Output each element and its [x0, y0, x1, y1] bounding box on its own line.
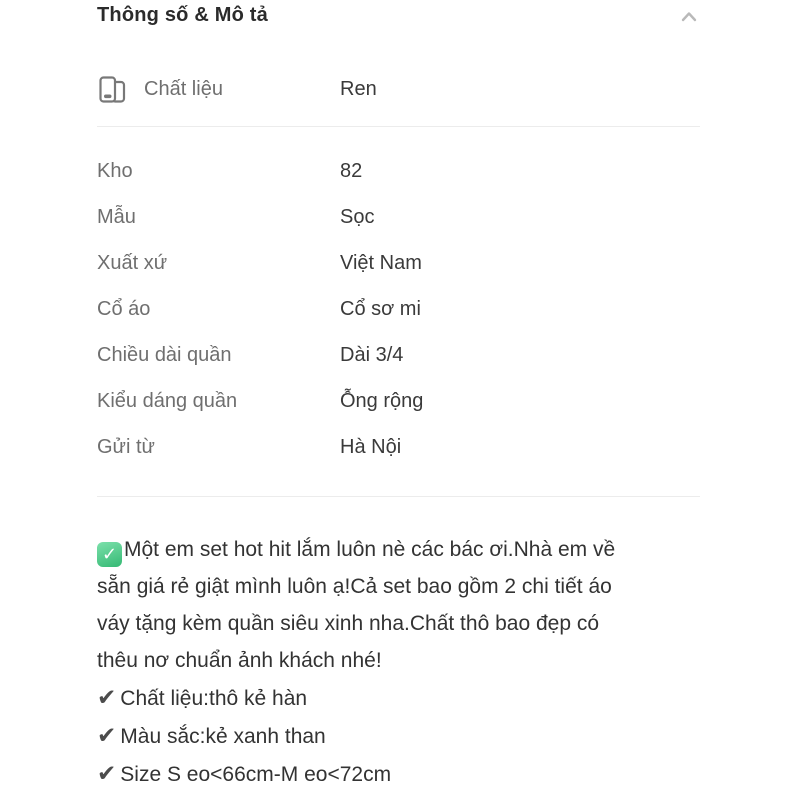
spec-value: Sọc: [340, 205, 375, 228]
description-line: váy tặng kèm quần siêu xinh nha.Chất thô bao đẹp có: [97, 612, 600, 635]
spec-row-ships-from: [97, 424, 700, 470]
section-title: Thông số & Mô tả: [97, 4, 268, 26]
description-bullet: ✔Màu sắc:kẻ xanh than: [97, 717, 700, 755]
spec-label: Cổ áo: [97, 297, 151, 320]
spec-label: Kho: [97, 159, 133, 182]
description-bullet: ✔Size S eo<66cm-M eo<72cm: [97, 755, 700, 793]
spec-label: Chiều dài quần: [97, 343, 232, 366]
description-line: ✓Một em set hot hit lắm luôn nè các bác ơi.Nhà em về: [97, 531, 700, 568]
spec-row-stock: [97, 148, 700, 194]
spec-label-cell: [97, 74, 340, 105]
chevron-up-icon[interactable]: [676, 4, 702, 35]
spec-table: [97, 148, 700, 470]
spec-row-pants-length: [97, 332, 700, 378]
spec-row-pattern: [97, 194, 700, 240]
fabric-roll-icon: [97, 74, 128, 105]
product-description: [97, 531, 700, 793]
spec-row-collar: [97, 286, 700, 332]
description-line: sẵn giá rẻ giật mình luôn ạ!Cả set bao gồm 2 chi tiết áo: [97, 575, 612, 598]
spec-value: 82: [340, 159, 363, 182]
check-icon: [97, 722, 116, 748]
spec-value: Ren: [340, 77, 377, 100]
check-icon: [97, 760, 116, 786]
spec-value: Hà Nội: [340, 435, 402, 458]
spec-row-pants-style: [97, 378, 700, 424]
description-line: thêu nơ chuẩn ảnh khách nhé!: [97, 649, 382, 672]
description-bullet: ✔Chất liệu:thô kẻ hàn: [97, 679, 700, 717]
green-check-icon: [97, 542, 122, 567]
section-header[interactable]: [97, 2, 700, 28]
spec-row-origin: [97, 240, 700, 286]
spec-row-material: [97, 70, 700, 108]
spec-label: Gửi từ: [97, 435, 155, 458]
spec-value: Ỗng rộng: [340, 389, 424, 412]
check-icon: [97, 684, 116, 710]
spec-value: Dài 3/4: [340, 343, 404, 366]
spec-label: Xuất xứ: [97, 251, 168, 274]
spec-value: Việt Nam: [340, 251, 422, 274]
spec-label: Kiểu dáng quần: [97, 389, 238, 412]
divider: [97, 496, 700, 497]
spec-label: Mẫu: [97, 205, 136, 228]
spec-label: Chất liệu: [144, 77, 223, 100]
divider: [97, 126, 700, 127]
spec-value: Cổ sơ mi: [340, 297, 421, 320]
